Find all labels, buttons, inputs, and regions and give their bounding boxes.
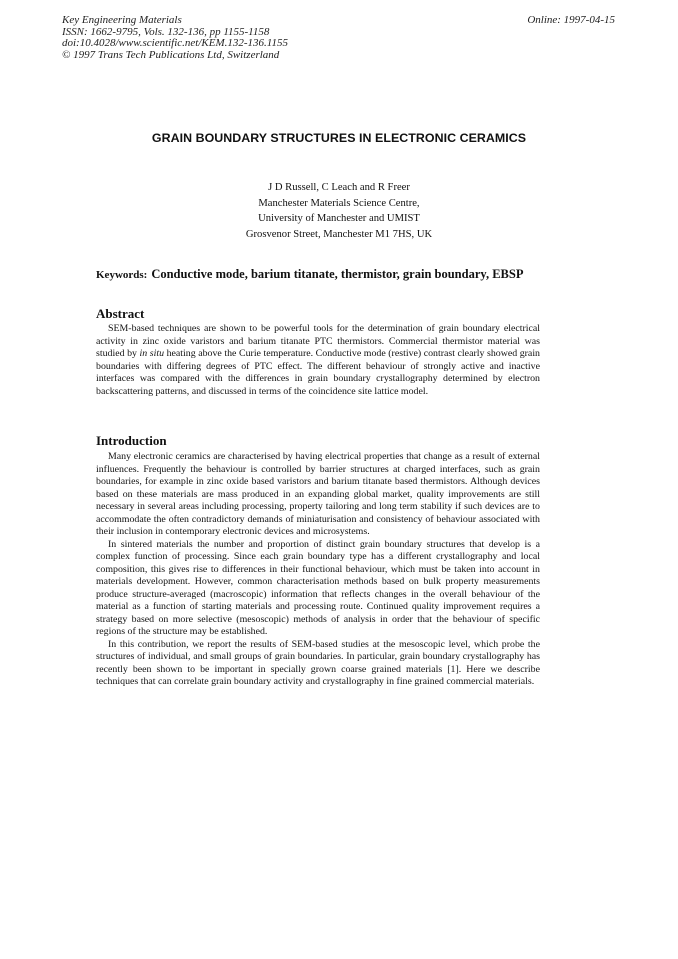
affiliation-line: Manchester Materials Science Centre, xyxy=(258,197,420,209)
intro-paragraph-2: In sintered materials the number and proportion of distinct grain boundary structures that develop is a complex function of processing. Since each grain boundary type has a different crystallography and local composition, this gives rise to differences in their functional behaviour, which must be taken into account in materials development. However, common characterisation methods based on bulk property measurements produce structure-averaged (macroscopic) information that reflects changes in the overall behaviour of the material as a function of starting materials and processing route. Continued quality improvement requires a strategy based on more selective (mesoscopic) methods of analysis in order that the behaviour of specific regions of the structure may be established. xyxy=(96,538,540,637)
keywords-text: Conductive mode, barium titanate, thermistor, grain boundary, EBSP xyxy=(151,267,524,281)
citation-header xyxy=(62,15,288,61)
abstract-text: SEM-based techniques are shown to be powerful tools for the determination of grain boundary electrical activity in zinc oxide varistors and barium titanate PTC thermistors. Commercial thermistor material was studied by xyxy=(96,323,540,359)
keywords-label: Keywords: xyxy=(96,269,148,281)
author-names: J D Russell, C Leach and R Freer xyxy=(268,182,410,193)
affiliation-line: University of Manchester and UMIST xyxy=(258,213,420,224)
author-block xyxy=(0,180,678,242)
address-line: Grosvenor Street, Manchester M1 7HS, UK xyxy=(245,228,433,240)
abstract-paragraph xyxy=(96,323,540,398)
paper-title: GRAIN BOUNDARY STRUCTURES IN ELECTRONIC CERAMICS xyxy=(151,131,527,145)
introduction-body xyxy=(96,451,540,689)
keywords-line xyxy=(96,265,523,283)
abstract-italic-text: in situ xyxy=(139,348,165,359)
introduction-heading: Introduction xyxy=(96,433,167,448)
abstract-heading: Abstract xyxy=(96,306,145,321)
issn-line: ISSN: 1662-9795, Vols. 132-136, pp 1155-1158 xyxy=(62,25,270,38)
abstract-text: heating above the Curie temperature. Conductive mode (restive) contrast clearly showed grain boundaries with differing degrees of PTC effect. The different behaviour of strongly active and inactive interfaces was compared with the differences in grain boundary crystallography determined by electron backscattering patterns, and discussed in terms of the coincidence site lattice model. xyxy=(96,348,540,397)
abstract-body xyxy=(96,323,540,398)
copyright-line: © 1997 Trans Tech Publications Ltd, Switzerland xyxy=(62,48,280,61)
journal-name: Key Engineering Materials xyxy=(62,14,182,26)
intro-paragraph-3: In this contribution, we report the results of SEM-based studies at the mesoscopic level, which probe the structures of individual, and small groups of grain boundaries. In particular, grain boundary crystallography has recently been shown to be important in specially grown coarse grained materials [1]. Here we describe techniques that can correlate grain boundary activity and crystallography in fine grained commercial materials. xyxy=(96,638,540,687)
doi-link[interactable]: doi:10.4028/www.scientific.net/KEM.132-136.1155 xyxy=(62,37,288,49)
intro-paragraph-1: Many electronic ceramics are characterised by having electrical properties that change as a result of external influences. Frequently the behaviour is controlled by barrier structures at charged interfaces, such as grain boundaries, for example in zinc oxide based varistors and barium titanate based thermistors. Although devices based on these materials are mass produced in an expanding global market, quality improvements are still necessary in several areas including processing, property tailoring and long term stability if such devices are to accommodate the often contradictory demands of miniaturisation and consistency of behaviour associated with their inclusion in contemporary electronic devices and microsystems. xyxy=(96,451,540,537)
online-date: Online: 1997-04-15 xyxy=(527,14,615,26)
